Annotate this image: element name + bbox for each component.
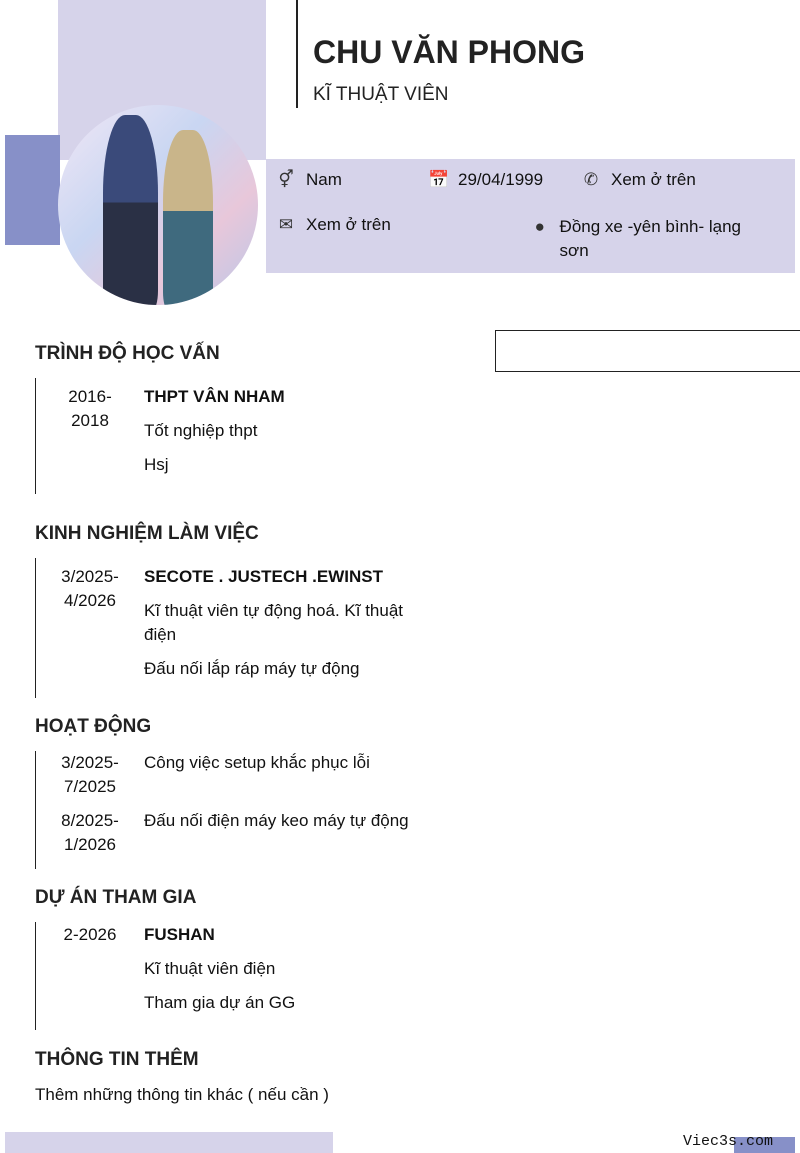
education-block [35, 378, 455, 494]
activity-text: Công việc setup khắc phục lỗi [144, 753, 370, 772]
phone-value: Xem ở trên [611, 170, 696, 189]
info-phone [581, 170, 696, 190]
activity-text: Đấu nối điện máy keo máy tự động [144, 811, 409, 830]
info-email [276, 215, 391, 235]
info-birthday [428, 170, 543, 190]
project-line: Tham gia dự án GG [144, 993, 296, 1012]
experience-block [35, 558, 455, 698]
birthday-value: 29/04/1999 [458, 170, 544, 189]
candidate-name: CHU VĂN PHONG [313, 34, 586, 70]
decor-blue-block [5, 135, 60, 245]
envelope-icon: ✉ [278, 215, 294, 234]
calendar-icon: 📅 [428, 170, 450, 189]
activity-date: 8/2025-1/2026 [61, 811, 119, 854]
header-divider [296, 0, 298, 108]
avatar [58, 105, 258, 305]
activities-title: HOẠT ĐỘNG [35, 716, 152, 737]
experience-date: 3/2025-4/2026 [61, 567, 119, 610]
education-line: Hsj [144, 455, 169, 474]
extra-text: Thêm những thông tin khác ( nếu cần ) [35, 1085, 329, 1104]
education-school: THPT VÂN NHAM [144, 387, 285, 406]
experience-line: Kĩ thuật viên tự động hoá. Kĩ thuật điện [144, 601, 404, 644]
education-title: TRÌNH ĐỘ HỌC VẤN [35, 343, 220, 364]
footer-brand: Viec3s.com [683, 1133, 774, 1150]
gender-icon: ⚥ [278, 170, 294, 189]
education-line: Tốt nghiệp thpt [144, 421, 258, 440]
candidate-role: KĨ THUẬT VIÊN [313, 84, 449, 105]
info-gender [276, 170, 342, 190]
activity-date: 3/2025-7/2025 [61, 753, 119, 796]
experience-line: Đấu nối lắp ráp máy tự động [144, 659, 360, 678]
projects-block [35, 922, 455, 1030]
extra-title: THÔNG TIN THÊM [35, 1049, 199, 1070]
email-value: Xem ở trên [306, 215, 391, 234]
experience-company: SECOTE . JUSTECH .EWINST [144, 567, 383, 586]
address-value: Đồng xe -yên bình- lạng sơn [559, 217, 741, 260]
phone-icon: ✆ [583, 170, 599, 189]
footer-bar [5, 1132, 333, 1153]
experience-title: KINH NGHIỆM LÀM VIỆC [35, 523, 259, 544]
project-date: 2-2026 [63, 925, 117, 944]
education-date: 2016-2018 [68, 387, 112, 430]
project-line: Kĩ thuật viên điện [144, 959, 276, 978]
map-pin-icon: ● [534, 217, 545, 236]
empty-box [495, 330, 800, 372]
project-name: FUSHAN [144, 925, 215, 944]
activities-block [35, 751, 455, 869]
info-address [530, 215, 770, 263]
gender-value: Nam [306, 170, 342, 189]
projects-title: DỰ ÁN THAM GIA [35, 887, 197, 908]
